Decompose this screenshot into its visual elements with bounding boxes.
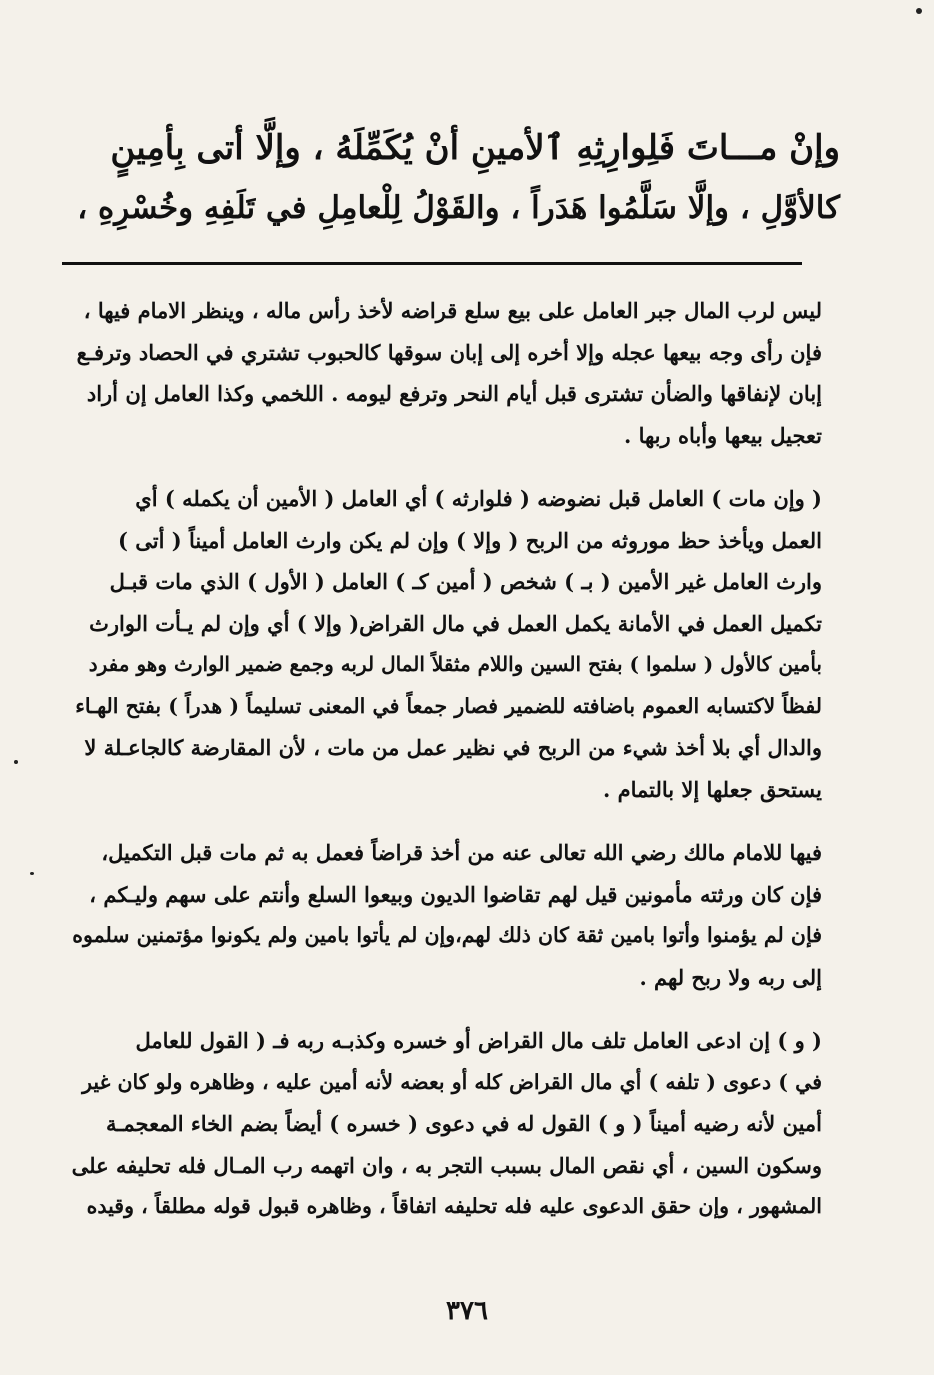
scan-speck (14, 760, 18, 764)
separator-rule (62, 262, 802, 265)
scan-speck (30, 872, 34, 875)
text-line: والدال أي بلا أخذ شيء من الربح في نظير عمل من مات ، لأن المقارضة كالجاعـلة لا (84, 735, 822, 760)
text-line: في ) دعوى ( تلفه ) أي مال القراض كله أو بعضه لأنه أمين عليه ، وظاهره ولو كان غير (82, 1069, 822, 1094)
text-line: ( و ) إن ادعى العامل تلف مال القراض أو خسره وكذبـه ربه فـ ( القول للعامل (135, 1028, 822, 1053)
text-line: تكميل العمل في الأمانة يكمل العمل في مال القراض( وإلا ) أي وإن لم يـأت الوارث (89, 610, 822, 636)
text-line: إبان لإنفاقها والضأن تشترى قبل أيام النحر وترفع ليومه . اللخمي وكذا العامل إن أراد (86, 381, 822, 406)
commentary-paragraph-3 (72, 832, 822, 998)
text-line: وارث العامل غير الأمين ( بـ ) شخص ( أمين كـ ) العامل ( الأول ) الذي مات قبـل (109, 569, 822, 594)
commentary-text (72, 290, 822, 1250)
page-number: ٣٧٦ (446, 1296, 488, 1326)
text-line: وسكون السين ، أي نقص المال بسبب التجر به ، وان اتهمه رب المـال فله تحليفه على (71, 1152, 822, 1178)
matn-line-2: كالأوَّلِ ، وإلَّا سَلَّمُوا هَدَراً ، والقَوْلُ لِلْعامِلِ في تَلَفِهِ وخُسْرِهِ ، (77, 190, 840, 226)
text-line: فيها للامام مالك رضي الله تعالى عنه من أخذ قراضاً فعمل به ثم مات قبل التكميل، (101, 840, 822, 865)
text-line: فإن لم يؤمنوا وأتوا بامين ثقة كان ذلك لهم،وإن لم يأتوا بامين ولم يكونوا مؤتمنين سلموه (72, 923, 822, 947)
text-line: يستحق جعلها إلا بالتمام . (602, 776, 822, 802)
text-line: إلى ربه ولا ربح لهم . (639, 964, 822, 990)
text-line: لفظاً لاكتسابه العموم باضافته للضمير فصار جمعاً في المعنى تسليماً ( هدراً ) بفتح الهـاء (75, 693, 822, 718)
scan-speck (916, 8, 922, 14)
matn-line-1: وإنْ مـــاتَ فَلِوارِثِهِ ٱلأمينِ أنْ يُكَمِّلَهُ ، وإلَّا أتى بِأمِينٍ (110, 128, 840, 168)
text-line: ( وإن مات ) العامل قبل نضوضه ( فلوارثه ) أي العامل ( الأمين أن يكمله ) أي (135, 486, 822, 511)
text-line: العمل ويأخذ حظ موروثه من الربح ( وإلا ) وإن لم يكن وارث العامل أميناً ( أتى ) (118, 527, 822, 553)
commentary-paragraph-1 (72, 290, 822, 456)
text-line: فإن رأى وجه بيعها عجله وإلا أخره إلى إبان سوقها كالحبوب تشتري في الحصاد وترفـع (76, 339, 822, 365)
text-line: المشهور ، وإن حقق الدعوى عليه فله تحليفه اتفاقاً ، وظاهره قبول قوله مطلقاً ، وقيده (86, 1194, 822, 1218)
text-line: أمين لأنه رضيه أميناً ( و ) القول له في دعوى ( خسره ) أيضاً بضم الخاء المعجمـة (105, 1111, 822, 1136)
text-line: ليس لرب المال جبر العامل على بيع سلع قراضه لأخذ رأس ماله ، وينظر الامام فيها ، (83, 298, 822, 323)
commentary-paragraph-4 (72, 1020, 822, 1228)
text-line: بأمين كالأول ( سلموا ) بفتح السين واللام مثقلاً المال لربه وجمع ضمير الوارث وهو مفرد (88, 652, 822, 676)
text-line: تعجيل بيعها وأباه ربها . (623, 422, 822, 448)
text-line: فإن كان ورثته مأمونين قيل لهم تقاضوا الديون وبيعوا السلع وأنتم على سهم وليـكم ، (89, 881, 822, 907)
commentary-paragraph-2 (72, 478, 822, 810)
matn-text (70, 118, 840, 238)
